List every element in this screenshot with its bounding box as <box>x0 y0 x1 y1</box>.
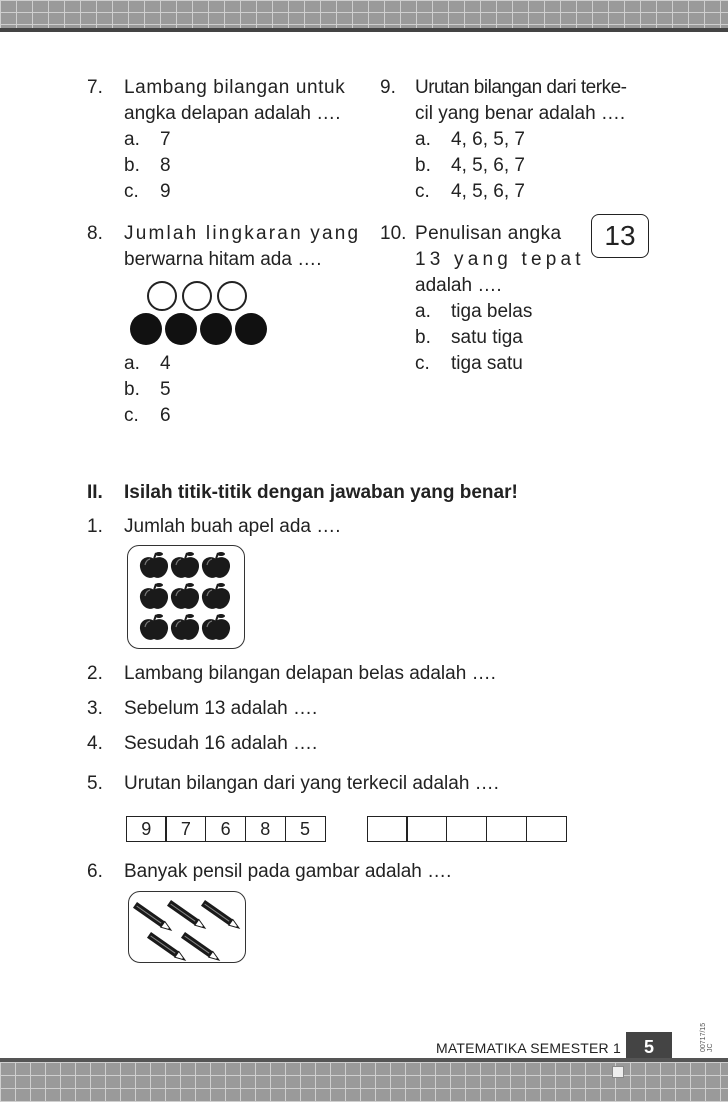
item6-text: Banyak pensil pada gambar adalah …. <box>124 861 452 882</box>
q10-option-a-letter: a. <box>415 301 431 322</box>
apple-icon <box>171 614 199 640</box>
item3-text: Sebelum 13 adalah …. <box>124 698 318 719</box>
black-circle <box>165 313 197 345</box>
apple-icon <box>171 583 199 609</box>
q8-option-b-text: 5 <box>160 379 171 400</box>
q10-option-b-text: satu tiga <box>451 327 523 348</box>
top-band-edge <box>0 28 728 32</box>
q9-number: 9. <box>380 77 396 98</box>
white-circle <box>217 281 247 311</box>
q9-option-a-letter: a. <box>415 129 431 150</box>
q7-number: 7. <box>87 77 103 98</box>
q8-option-c-letter: c. <box>124 405 139 426</box>
item6-number: 6. <box>87 861 103 882</box>
corner-square <box>612 1066 624 1078</box>
sequence-cell: 6 <box>205 816 246 842</box>
q7-option-c-text: 9 <box>160 181 171 202</box>
print-code: 00717/15 JC <box>700 1022 714 1052</box>
black-circle <box>200 313 232 345</box>
black-circle <box>235 313 267 345</box>
q8-option-c-text: 6 <box>160 405 171 426</box>
answer-cell[interactable] <box>446 816 487 842</box>
pencil-icon <box>201 900 241 931</box>
q9-option-b-text: 4, 5, 6, 7 <box>451 155 525 176</box>
q10-option-c-letter: c. <box>415 353 430 374</box>
q8-line1: Jumlah lingkaran yang <box>124 223 361 244</box>
answer-boxes <box>368 816 567 842</box>
black-circle <box>130 313 162 345</box>
q8-option-a-letter: a. <box>124 353 140 374</box>
q7-option-b-text: 8 <box>160 155 171 176</box>
pencils-figure <box>129 892 245 962</box>
white-circle <box>147 281 177 311</box>
apple-icon <box>202 614 230 640</box>
answer-cell[interactable] <box>367 816 408 842</box>
number-13-box: 13 <box>591 214 649 258</box>
apple-icon <box>140 583 168 609</box>
apples-figure <box>128 546 244 648</box>
apple-icon <box>202 552 230 578</box>
item5-text: Urutan bilangan dari yang terkecil adalah …. <box>124 773 499 794</box>
q7-option-a-text: 7 <box>160 129 171 150</box>
footer-title: MATEMATIKA SEMESTER 1 <box>436 1040 621 1056</box>
sequence-cell: 7 <box>165 816 206 842</box>
answer-cell[interactable] <box>406 816 447 842</box>
q8-option-a-text: 4 <box>160 353 171 374</box>
white-circle <box>182 281 212 311</box>
section2-heading: Isilah titik-titik dengan jawaban yang benar! <box>124 482 518 503</box>
q10-option-c-text: tiga satu <box>451 353 523 374</box>
q7-option-b-letter: b. <box>124 155 140 176</box>
item4-text: Sesudah 16 adalah …. <box>124 733 318 754</box>
q8-number: 8. <box>87 223 103 244</box>
q9-option-c-text: 4, 5, 6, 7 <box>451 181 525 202</box>
pencil-icon <box>133 902 173 933</box>
item2-text: Lambang bilangan delapan belas adalah …. <box>124 663 496 684</box>
pencil-icon <box>147 932 187 962</box>
q9-option-c-letter: c. <box>415 181 430 202</box>
q10-line3: adalah …. <box>415 275 502 296</box>
q9-option-b-letter: b. <box>415 155 431 176</box>
answer-cell[interactable] <box>526 816 567 842</box>
q7-line2: angka delapan adalah …. <box>124 103 341 124</box>
sequence-boxes <box>127 816 326 842</box>
top-grid-band <box>0 0 728 28</box>
page-number: 5 <box>626 1032 672 1062</box>
apple-icon <box>140 614 168 640</box>
item3-number: 3. <box>87 698 103 719</box>
item5-number: 5. <box>87 773 103 794</box>
item2-number: 2. <box>87 663 103 684</box>
q9-line1: Urutan bilangan dari terke- <box>415 77 627 98</box>
q7-option-a-letter: a. <box>124 129 140 150</box>
pencil-picture-box <box>128 891 246 963</box>
q10-option-a-text: tiga belas <box>451 301 533 322</box>
apple-icon <box>140 552 168 578</box>
sequence-cell: 5 <box>285 816 326 842</box>
item4-number: 4. <box>87 733 103 754</box>
apple-icon <box>202 583 230 609</box>
apple-picture-box <box>127 545 245 649</box>
item1-number: 1. <box>87 516 103 537</box>
q10-line1: Penulisan angka <box>415 223 562 244</box>
q10-line2: 13 yang tepat <box>415 249 585 270</box>
q7-option-c-letter: c. <box>124 181 139 202</box>
section2-heading-number: II. <box>87 482 103 503</box>
sequence-cell: 9 <box>126 816 167 842</box>
q8-option-b-letter: b. <box>124 379 140 400</box>
answer-cell[interactable] <box>486 816 527 842</box>
q9-option-a-text: 4, 6, 5, 7 <box>451 129 525 150</box>
pencil-icon <box>181 932 221 962</box>
sequence-cell: 8 <box>245 816 286 842</box>
q8-line2: berwarna hitam ada …. <box>124 249 322 270</box>
q10-number: 10. <box>380 223 407 244</box>
item1-text: Jumlah buah apel ada …. <box>124 516 341 537</box>
q7-line1: Lambang bilangan untuk <box>124 77 346 98</box>
pencil-icon <box>167 900 207 931</box>
q9-line2: cil yang benar adalah …. <box>415 103 626 124</box>
q10-option-b-letter: b. <box>415 327 431 348</box>
apple-icon <box>171 552 199 578</box>
